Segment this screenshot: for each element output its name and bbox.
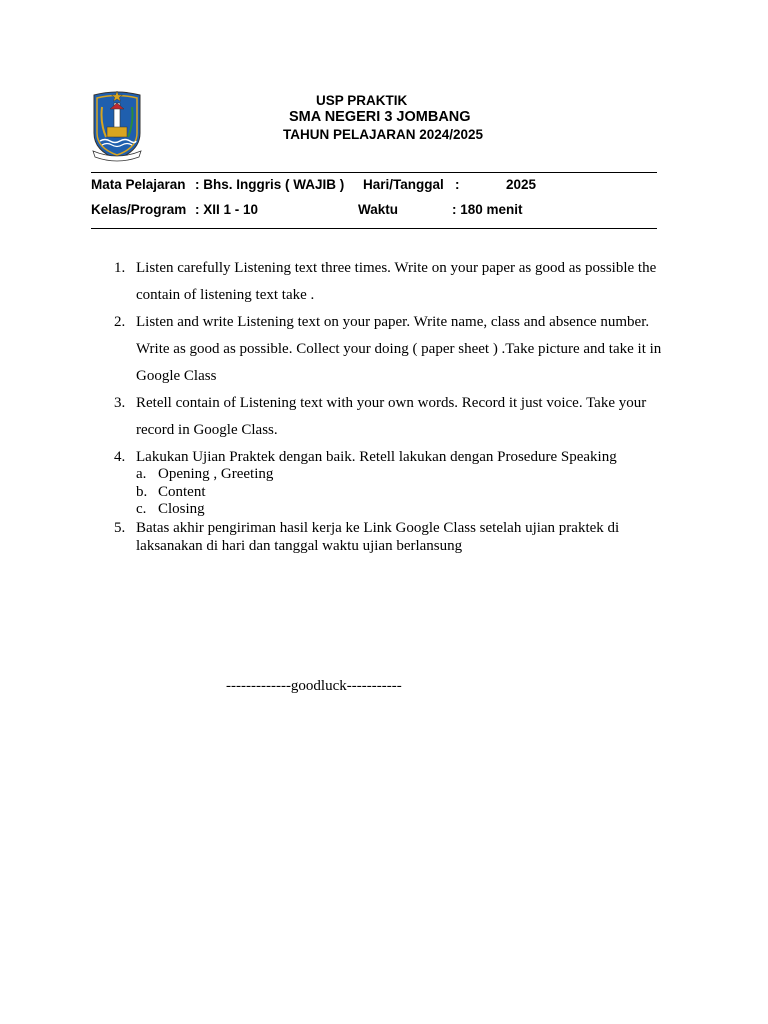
instruction-item xyxy=(114,255,674,309)
date-label: Hari/Tanggal xyxy=(363,177,444,192)
instruction-list xyxy=(114,255,674,555)
sub-item-text: Opening , Greeting xyxy=(158,466,274,482)
subject-label: Mata Pelajaran xyxy=(91,177,186,192)
instruction-text: Listen carefully Listening text three times. Write on your paper as good as possible the contain of listening text take . xyxy=(136,260,657,303)
sub-item xyxy=(136,501,674,519)
header-divider-bottom xyxy=(91,228,657,229)
sub-item-letter: b. xyxy=(136,483,148,500)
academic-year-title: TAHUN PELAJARAN 2024/2025 xyxy=(283,127,484,142)
instruction-number: 3. xyxy=(114,395,126,411)
instruction-text: Retell contain of Listening text with your own words. Record it just voice. Take your record in Google Class. xyxy=(136,395,647,438)
instruction-item xyxy=(114,519,674,555)
time-value: : 180 menit xyxy=(452,202,523,217)
instruction-text: Listen and write Listening text on your paper. Write name, class and absence number. Write as good as possible. Collect your doing ( paper sheet ) .Take picture and take it in Google Class xyxy=(136,314,662,384)
sub-item-text: Closing xyxy=(158,501,205,517)
speaking-procedure-list xyxy=(136,466,674,519)
date-colon: : xyxy=(455,177,460,192)
exam-type-title: USP PRAKTIK xyxy=(316,93,408,108)
date-value: 2025 xyxy=(506,177,537,192)
class-value: : XII 1 - 10 xyxy=(195,202,259,217)
east-java-crest-icon xyxy=(90,89,144,164)
sub-item-letter: c. xyxy=(136,501,147,517)
instruction-item xyxy=(114,390,674,444)
instruction-text: Lakukan Ujian Praktek dengan baik. Retell lakukan dengan Prosedure Speaking xyxy=(136,449,617,465)
instruction-item xyxy=(114,309,674,390)
goodluck-footer: -------------goodluck----------- xyxy=(226,678,402,694)
header-divider-top xyxy=(91,172,657,173)
class-label: Kelas/Program xyxy=(91,202,187,217)
sub-item-text: Content xyxy=(158,483,206,500)
instruction-number: 5. xyxy=(114,519,126,536)
instruction-text: Batas akhir pengiriman hasil kerja ke Link Google Class setelah ujian praktek di laksanakan di hari dan tanggal waktu ujian berlansung xyxy=(136,519,620,554)
instruction-number: 2. xyxy=(114,314,126,330)
instruction-number: 1. xyxy=(114,260,126,276)
time-label: Waktu xyxy=(358,202,398,217)
sub-item xyxy=(136,484,674,502)
subject-value: : Bhs. Inggris ( WAJIB ) xyxy=(195,177,345,192)
sub-item-letter: a. xyxy=(136,466,147,482)
school-name-title: SMA NEGERI 3 JOMBANG xyxy=(289,109,471,125)
instruction-number: 4. xyxy=(114,449,126,465)
sub-item xyxy=(136,466,674,484)
instruction-item xyxy=(114,448,674,519)
